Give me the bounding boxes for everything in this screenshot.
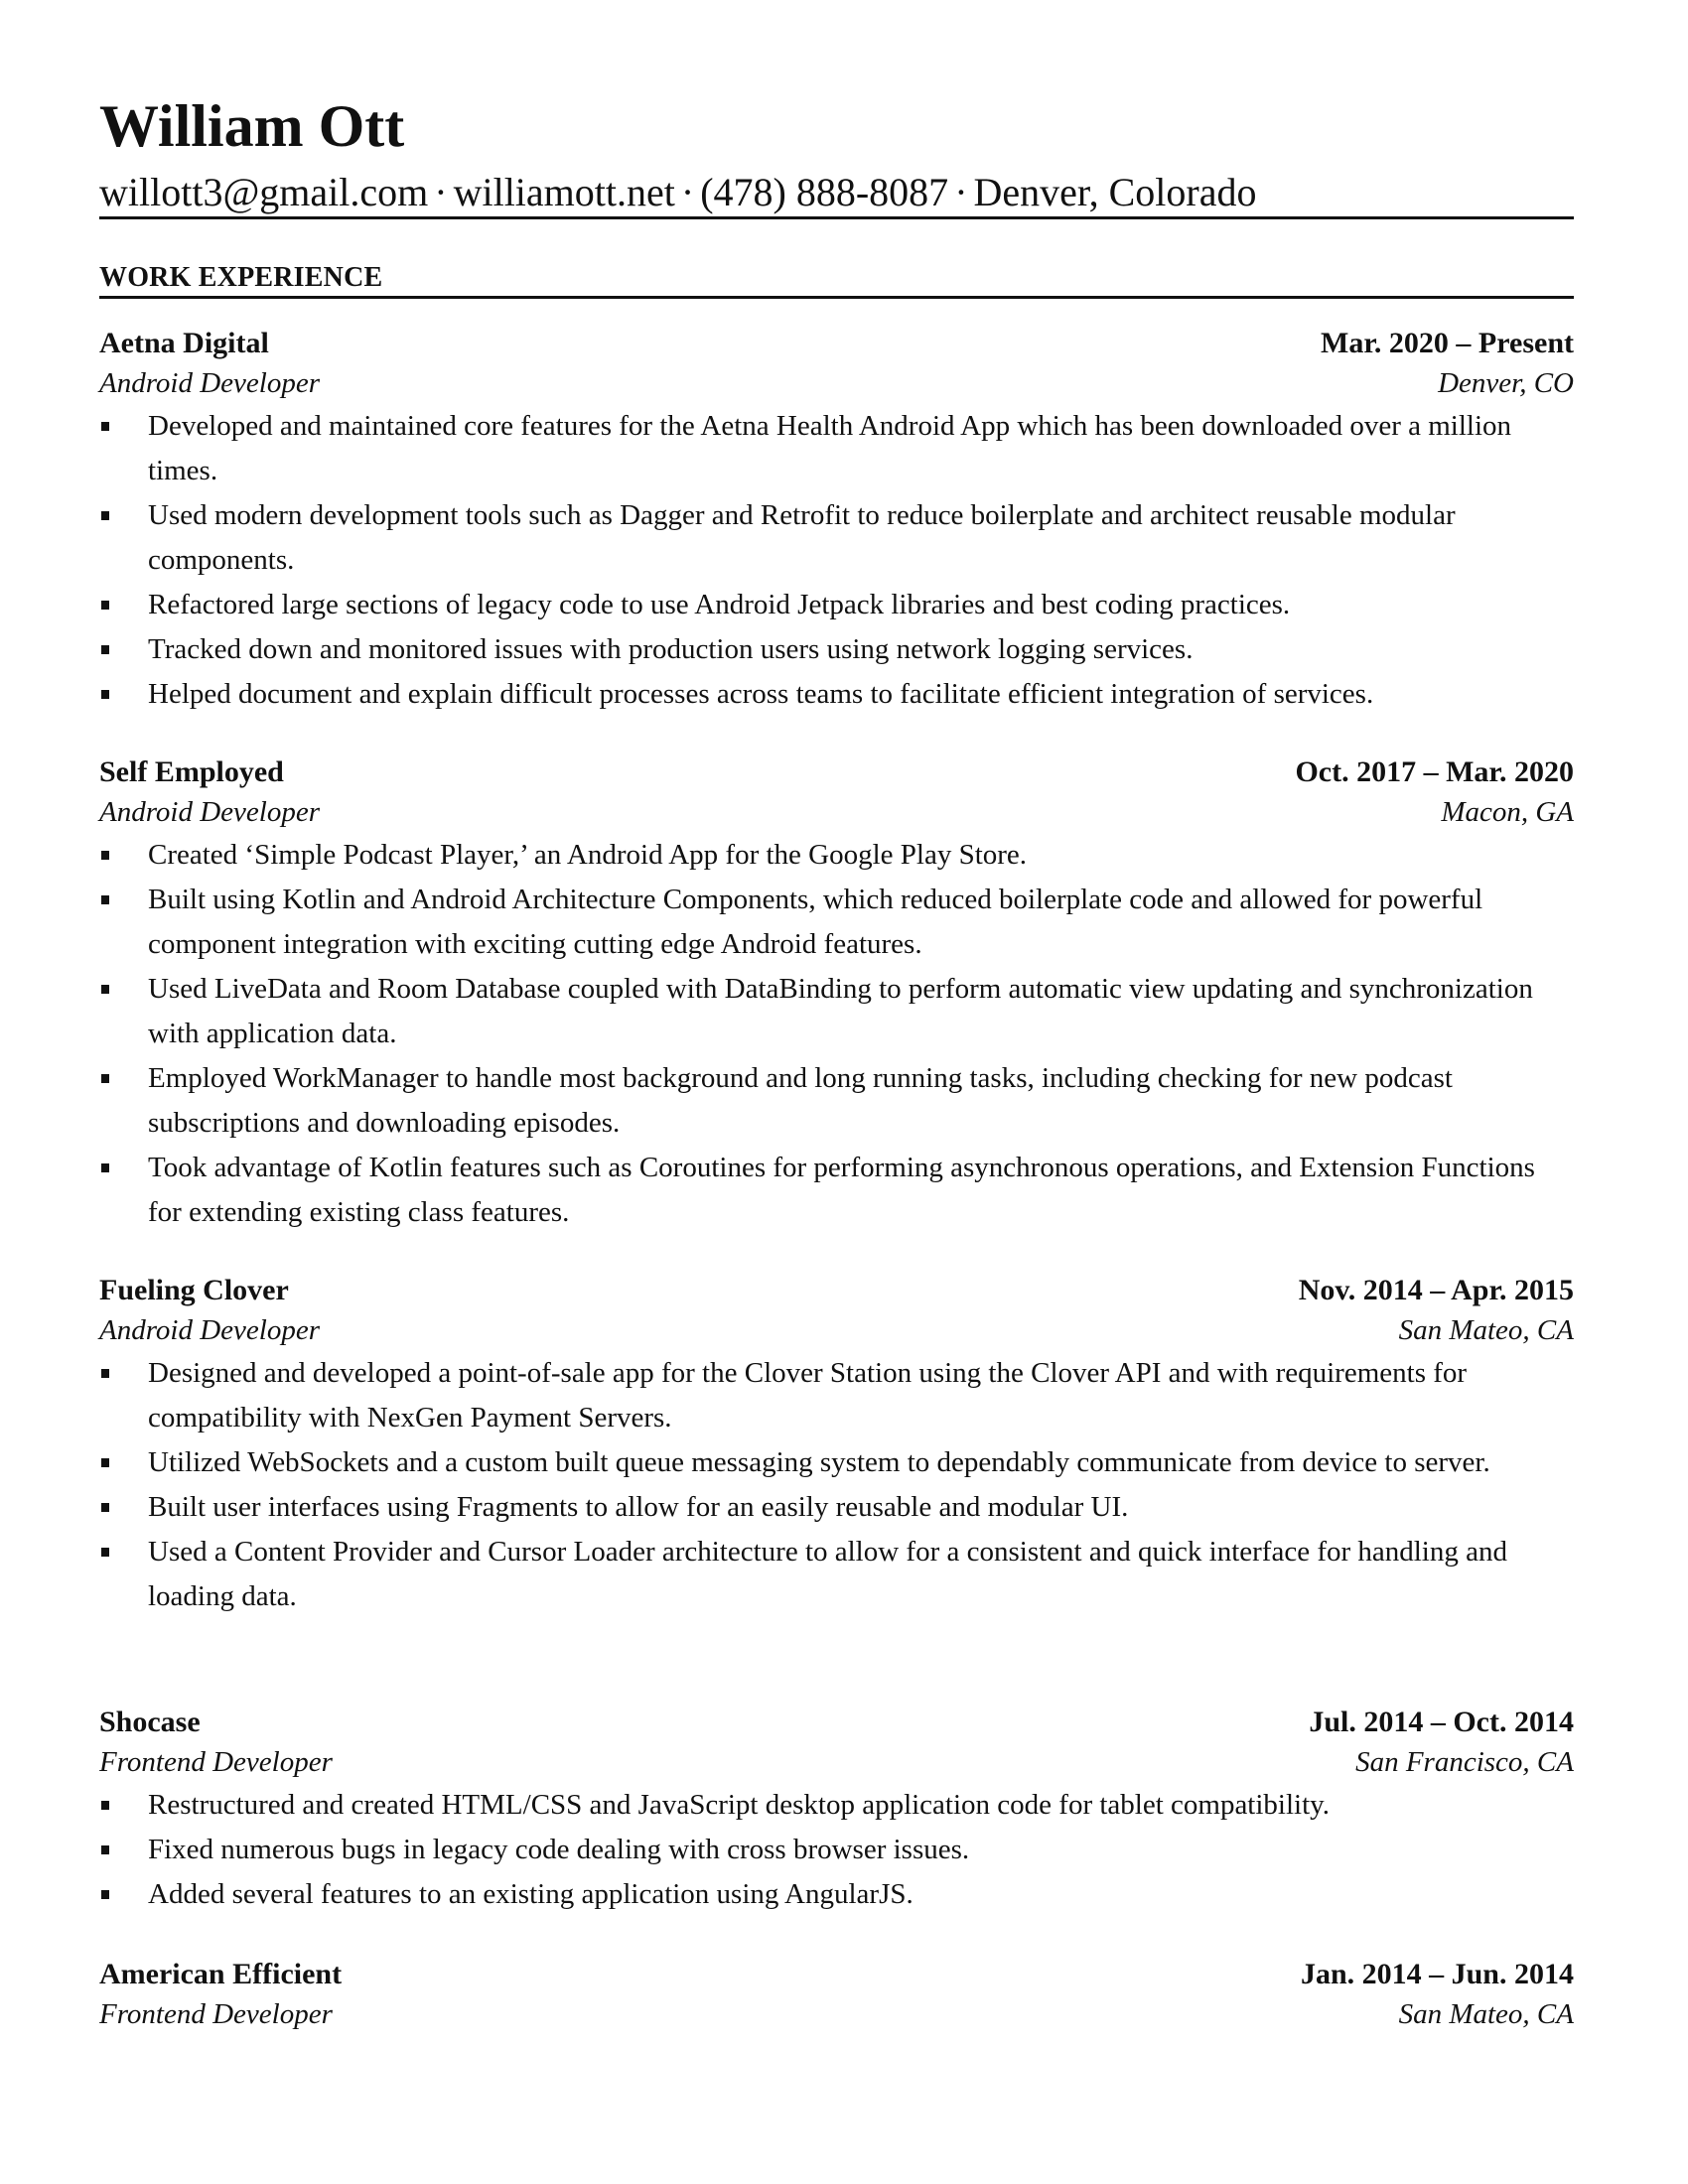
job-role: Android Developer bbox=[99, 367, 321, 399]
bullet-text: Restructured and created HTML/CSS and JavaScript desktop application code for tablet compatibility. bbox=[148, 1789, 1331, 1821]
section-title-work-experience: WORK EXPERIENCE bbox=[99, 262, 383, 293]
job-location: San Mateo, CA bbox=[1398, 1314, 1574, 1346]
bullet-item bbox=[99, 1783, 1574, 1828]
bullet-item bbox=[99, 1351, 1574, 1440]
bullet-item bbox=[99, 672, 1574, 717]
square-bullet-icon bbox=[101, 1163, 109, 1172]
separator-dot: · bbox=[954, 170, 968, 214]
bullet-text: Utilized WebSockets and a custom built queue messaging system to dependably communicate from device to server. bbox=[148, 1446, 1490, 1478]
company-name: Fueling Clover bbox=[99, 1274, 289, 1306]
job-location: San Mateo, CA bbox=[1398, 1998, 1574, 2030]
square-bullet-icon bbox=[101, 1074, 109, 1083]
job-entry bbox=[99, 323, 1574, 717]
square-bullet-icon bbox=[101, 1458, 109, 1467]
job-location: Macon, GA bbox=[1441, 796, 1574, 828]
bullet-item bbox=[99, 404, 1574, 493]
job-dates: Mar. 2020 – Present bbox=[1321, 327, 1574, 359]
location: Denver, Colorado bbox=[973, 170, 1257, 214]
company-name: Aetna Digital bbox=[99, 327, 269, 359]
job-role: Frontend Developer bbox=[99, 1998, 333, 2030]
company-name: American Efficient bbox=[99, 1958, 343, 1990]
bullet-item bbox=[99, 1056, 1574, 1146]
square-bullet-icon bbox=[101, 851, 109, 860]
bullet-item bbox=[99, 833, 1574, 878]
bullet-list bbox=[99, 404, 1574, 717]
bullet-text: Fixed numerous bugs in legacy code dealing with cross browser issues. bbox=[148, 1834, 970, 1865]
bullet-text: Took advantage of Kotlin features such as Coroutines for performing asynchronous operations, and Extension Functions for extending existing class features. bbox=[148, 1152, 1535, 1228]
bullet-item bbox=[99, 1872, 1574, 1917]
bullet-item bbox=[99, 1440, 1574, 1485]
bullet-text: Built using Kotlin and Android Architecture Components, which reduced boilerplate code and allowed for powerful component integration with exciting cutting edge Android features. bbox=[148, 884, 1483, 960]
bullet-text: Employed WorkManager to handle most background and long running tasks, including checking for new podcast subscriptions and downloading episodes. bbox=[148, 1062, 1453, 1139]
bullet-item bbox=[99, 1485, 1574, 1530]
contact-line bbox=[99, 167, 1574, 218]
job-location: Denver, CO bbox=[1438, 367, 1574, 399]
square-bullet-icon bbox=[101, 1801, 109, 1810]
job-dates: Jan. 2014 – Jun. 2014 bbox=[1300, 1958, 1574, 1990]
company-name: Shocase bbox=[99, 1706, 201, 1738]
square-bullet-icon bbox=[101, 985, 109, 994]
bullet-item bbox=[99, 583, 1574, 627]
phone-number: (478) 888-8087 bbox=[700, 170, 949, 214]
square-bullet-icon bbox=[101, 895, 109, 904]
bullet-text: Created ‘Simple Podcast Player,’ an Android App for the Google Play Store. bbox=[148, 839, 1028, 871]
section-divider bbox=[99, 296, 1574, 299]
job-entry bbox=[99, 1702, 1574, 1917]
job-dates: Jul. 2014 – Oct. 2014 bbox=[1309, 1706, 1574, 1738]
website-link[interactable]: williamott.net bbox=[453, 170, 675, 214]
bullet-text: Helped document and explain difficult processes across teams to facilitate efficient integration of services. bbox=[148, 678, 1374, 710]
bullet-list bbox=[99, 1351, 1574, 1619]
job-entry bbox=[99, 1954, 1574, 2035]
separator-dot: · bbox=[434, 170, 448, 214]
bullet-item bbox=[99, 1828, 1574, 1872]
bullet-text: Designed and developed a point-of-sale app for the Clover Station using the Clover API and with requirements for compatibility with NexGen Payment Servers. bbox=[148, 1357, 1468, 1433]
square-bullet-icon bbox=[101, 645, 109, 654]
job-entry bbox=[99, 751, 1574, 1235]
bullet-list bbox=[99, 833, 1574, 1235]
bullet-text: Built user interfaces using Fragments to allow for an easily reusable and modular UI. bbox=[148, 1491, 1129, 1523]
header-divider bbox=[99, 216, 1574, 219]
job-role: Android Developer bbox=[99, 1314, 321, 1346]
bullet-list bbox=[99, 1783, 1574, 1917]
bullet-item bbox=[99, 493, 1574, 583]
bullet-text: Added several features to an existing application using AngularJS. bbox=[148, 1878, 914, 1910]
square-bullet-icon bbox=[101, 690, 109, 699]
square-bullet-icon bbox=[101, 1845, 109, 1854]
square-bullet-icon bbox=[101, 601, 109, 610]
bullet-item bbox=[99, 627, 1574, 672]
bullet-text: Used modern development tools such as Dagger and Retrofit to reduce boilerplate and architect reusable modular components. bbox=[148, 499, 1456, 576]
job-location: San Francisco, CA bbox=[1355, 1746, 1574, 1778]
job-dates: Oct. 2017 – Mar. 2020 bbox=[1295, 755, 1574, 788]
square-bullet-icon bbox=[101, 1369, 109, 1378]
candidate-name: William Ott bbox=[99, 93, 405, 159]
bullet-item bbox=[99, 878, 1574, 967]
bullet-text: Developed and maintained core features for the Aetna Health Android App which has been downloaded over a million times. bbox=[148, 410, 1512, 486]
bullet-item bbox=[99, 1146, 1574, 1235]
square-bullet-icon bbox=[101, 1890, 109, 1899]
bullet-item bbox=[99, 1530, 1574, 1619]
job-entry bbox=[99, 1270, 1574, 1619]
job-role: Android Developer bbox=[99, 796, 321, 828]
bullet-item bbox=[99, 967, 1574, 1056]
square-bullet-icon bbox=[101, 511, 109, 520]
bullet-text: Tracked down and monitored issues with production users using network logging services. bbox=[148, 633, 1194, 665]
square-bullet-icon bbox=[101, 1503, 109, 1512]
company-name: Self Employed bbox=[99, 755, 284, 788]
bullet-text: Used LiveData and Room Database coupled with DataBinding to perform automatic view updating and synchronization with application data. bbox=[148, 973, 1533, 1049]
email-link[interactable]: willott3@gmail.com bbox=[99, 170, 429, 214]
bullet-text: Used a Content Provider and Cursor Loader architecture to allow for a consistent and quick interface for handling and loading data. bbox=[148, 1536, 1507, 1612]
bullet-text: Refactored large sections of legacy code to use Android Jetpack libraries and best coding practices. bbox=[148, 589, 1291, 620]
separator-dot: · bbox=[680, 170, 695, 214]
job-dates: Nov. 2014 – Apr. 2015 bbox=[1298, 1274, 1574, 1306]
square-bullet-icon bbox=[101, 422, 109, 431]
square-bullet-icon bbox=[101, 1548, 109, 1557]
job-role: Frontend Developer bbox=[99, 1746, 333, 1778]
